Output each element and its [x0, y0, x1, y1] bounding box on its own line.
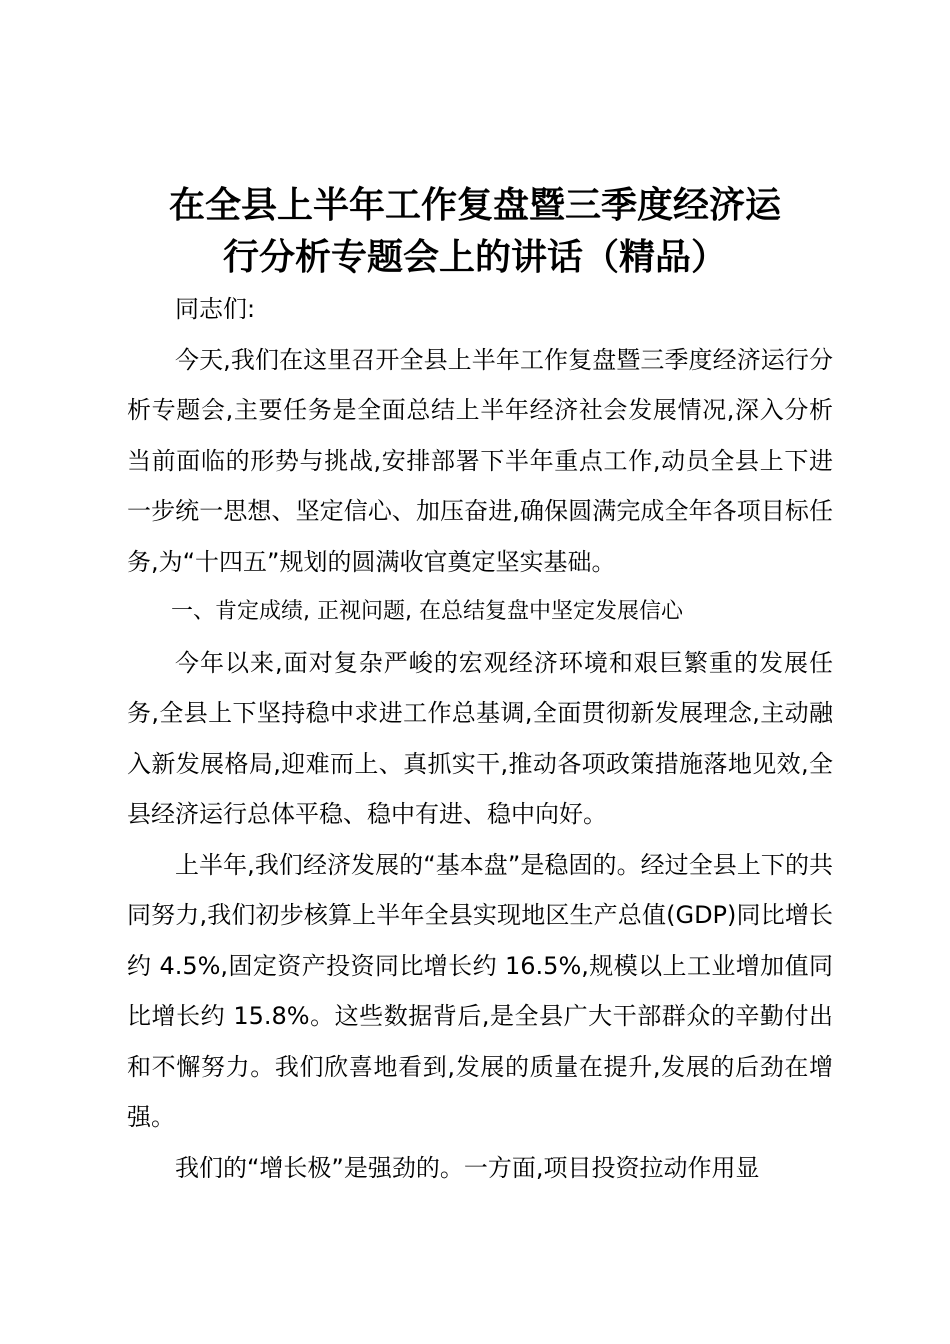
section-heading-1: 一、肯定成绩, 正视问题, 在总结复盘中坚定发展信心	[171, 599, 683, 624]
title-line-2: 行分析专题会上的讲话（精品）	[222, 237, 727, 278]
document-body	[127, 284, 833, 1193]
paragraph-opening: 今天,我们在这里召开全县上半年工作复盘暨三季度经济运行分析专题会,主要任务是全面总结上半年经济社会发展情况,深入分析当前面临的形势与挑战,安排部署下半年重点工作,动员全县上下进一步统一思想、坚定信心、加压奋进,确保圆满完成全年各项目标任务,为“十四五”规划的圆满收官奠定坚实基础。	[127, 345, 833, 576]
salutation: 同志们:	[175, 295, 256, 323]
paragraph-basic-indicators: 上半年,我们经济发展的“基本盘”是稳固的。经过全县上下的共同努力,我们初步核算上半年全县实现地区生产总值(GDP)同比增长约 4.5%,固定资产投资同比增长约 16.5%,规模以上工业增加值同比增长约 15.8%。这些数据背后,是全县广大干部群众的辛勤付出和不懈努力。我们欣喜地看到,发展的质量在提升,发展的后劲在增强。	[127, 850, 833, 1131]
paragraph-overview: 今年以来,面对复杂严峻的宏观经济环境和艰巨繁重的发展任务,全县上下坚持稳中求进工作总基调,全面贯彻新发展理念,主动融入新发展格局,迎难而上、真抓实干,推动各项政策措施落地见效,全县经济运行总体平稳、稳中有进、稳中向好。	[127, 648, 833, 828]
paragraph-growth-pole: 我们的“增长极”是强劲的。一方面,项目投资拉动作用显	[175, 1153, 760, 1182]
title-line-1: 在全县上半年工作复盘暨三季度经济运	[168, 185, 781, 226]
document-title	[100, 180, 850, 284]
